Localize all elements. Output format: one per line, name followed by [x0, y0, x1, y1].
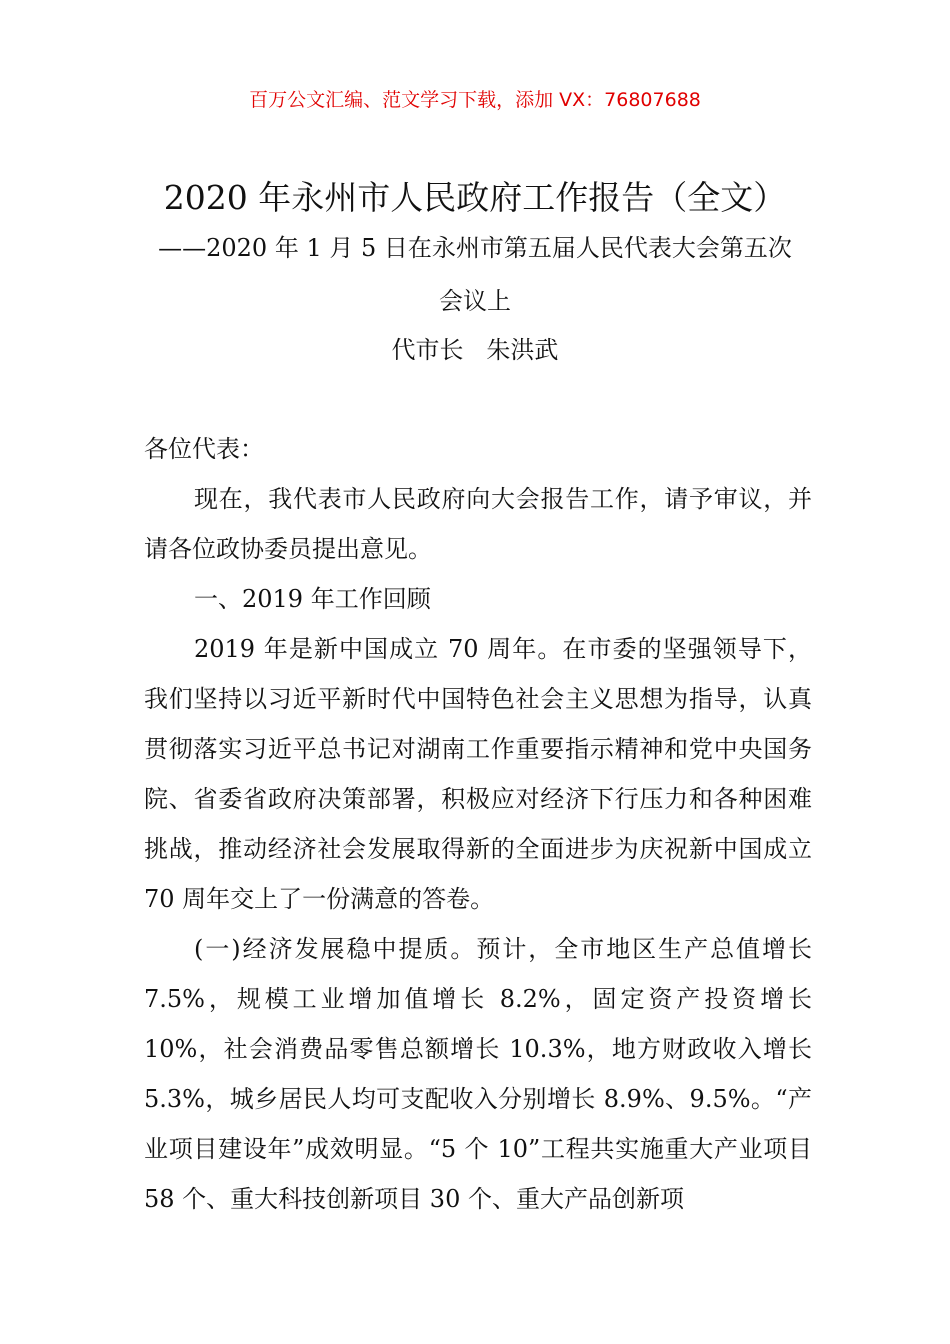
speaker-line: 代市长 朱洪武: [391, 336, 559, 364]
document-body: [144, 424, 812, 1224]
document-title: 2020 年永州市人民政府工作报告（全文）: [163, 178, 787, 217]
download-banner: 百万公文汇编、范文学习下载，添加 VX：76807688: [249, 89, 701, 111]
subtitle-line-2: 会议上: [439, 287, 511, 315]
paragraph-economy: (一)经济发展稳中提质。预计，全市地区生产总值增长 7.5%，规模工业增加值增长 8.2%，固定资产投资增长 10%，社会消费品零售总额增长 10.3%，地方财政收入增长 5.3%，城乡居民人均可支配收入分别增长 8.9%、9.5%。“产业项目建设年”成效明显。“5 个 10”工程共实施重大产业项目 58 个、重大科技创新项目 30 个、重大产品创新项: [144, 935, 812, 1213]
salutation: 各位代表：: [144, 435, 264, 463]
section-heading: 一、2019 年工作回顾: [194, 585, 431, 613]
paragraph-review: 2019 年是新中国成立 70 周年。在市委的坚强领导下，我们坚持以习近平新时代中国特色社会主义思想为指导，认真贯彻落实习近平总书记对湖南工作重要指示精神和党中央国务院、省委省政府决策部署，积极应对经济下行压力和各种困难挑战，推动经济社会发展取得新的全面进步为庆祝新中国成立 70 周年交上了一份满意的答卷。: [144, 635, 812, 913]
paragraph-intro: 现在，我代表市人民政府向大会报告工作，请予审议，并请各位政协委员提出意见。: [144, 485, 812, 563]
subtitle-line-1: ——2020 年 1 月 5 日在永州市第五届人民代表大会第五次: [158, 234, 792, 262]
